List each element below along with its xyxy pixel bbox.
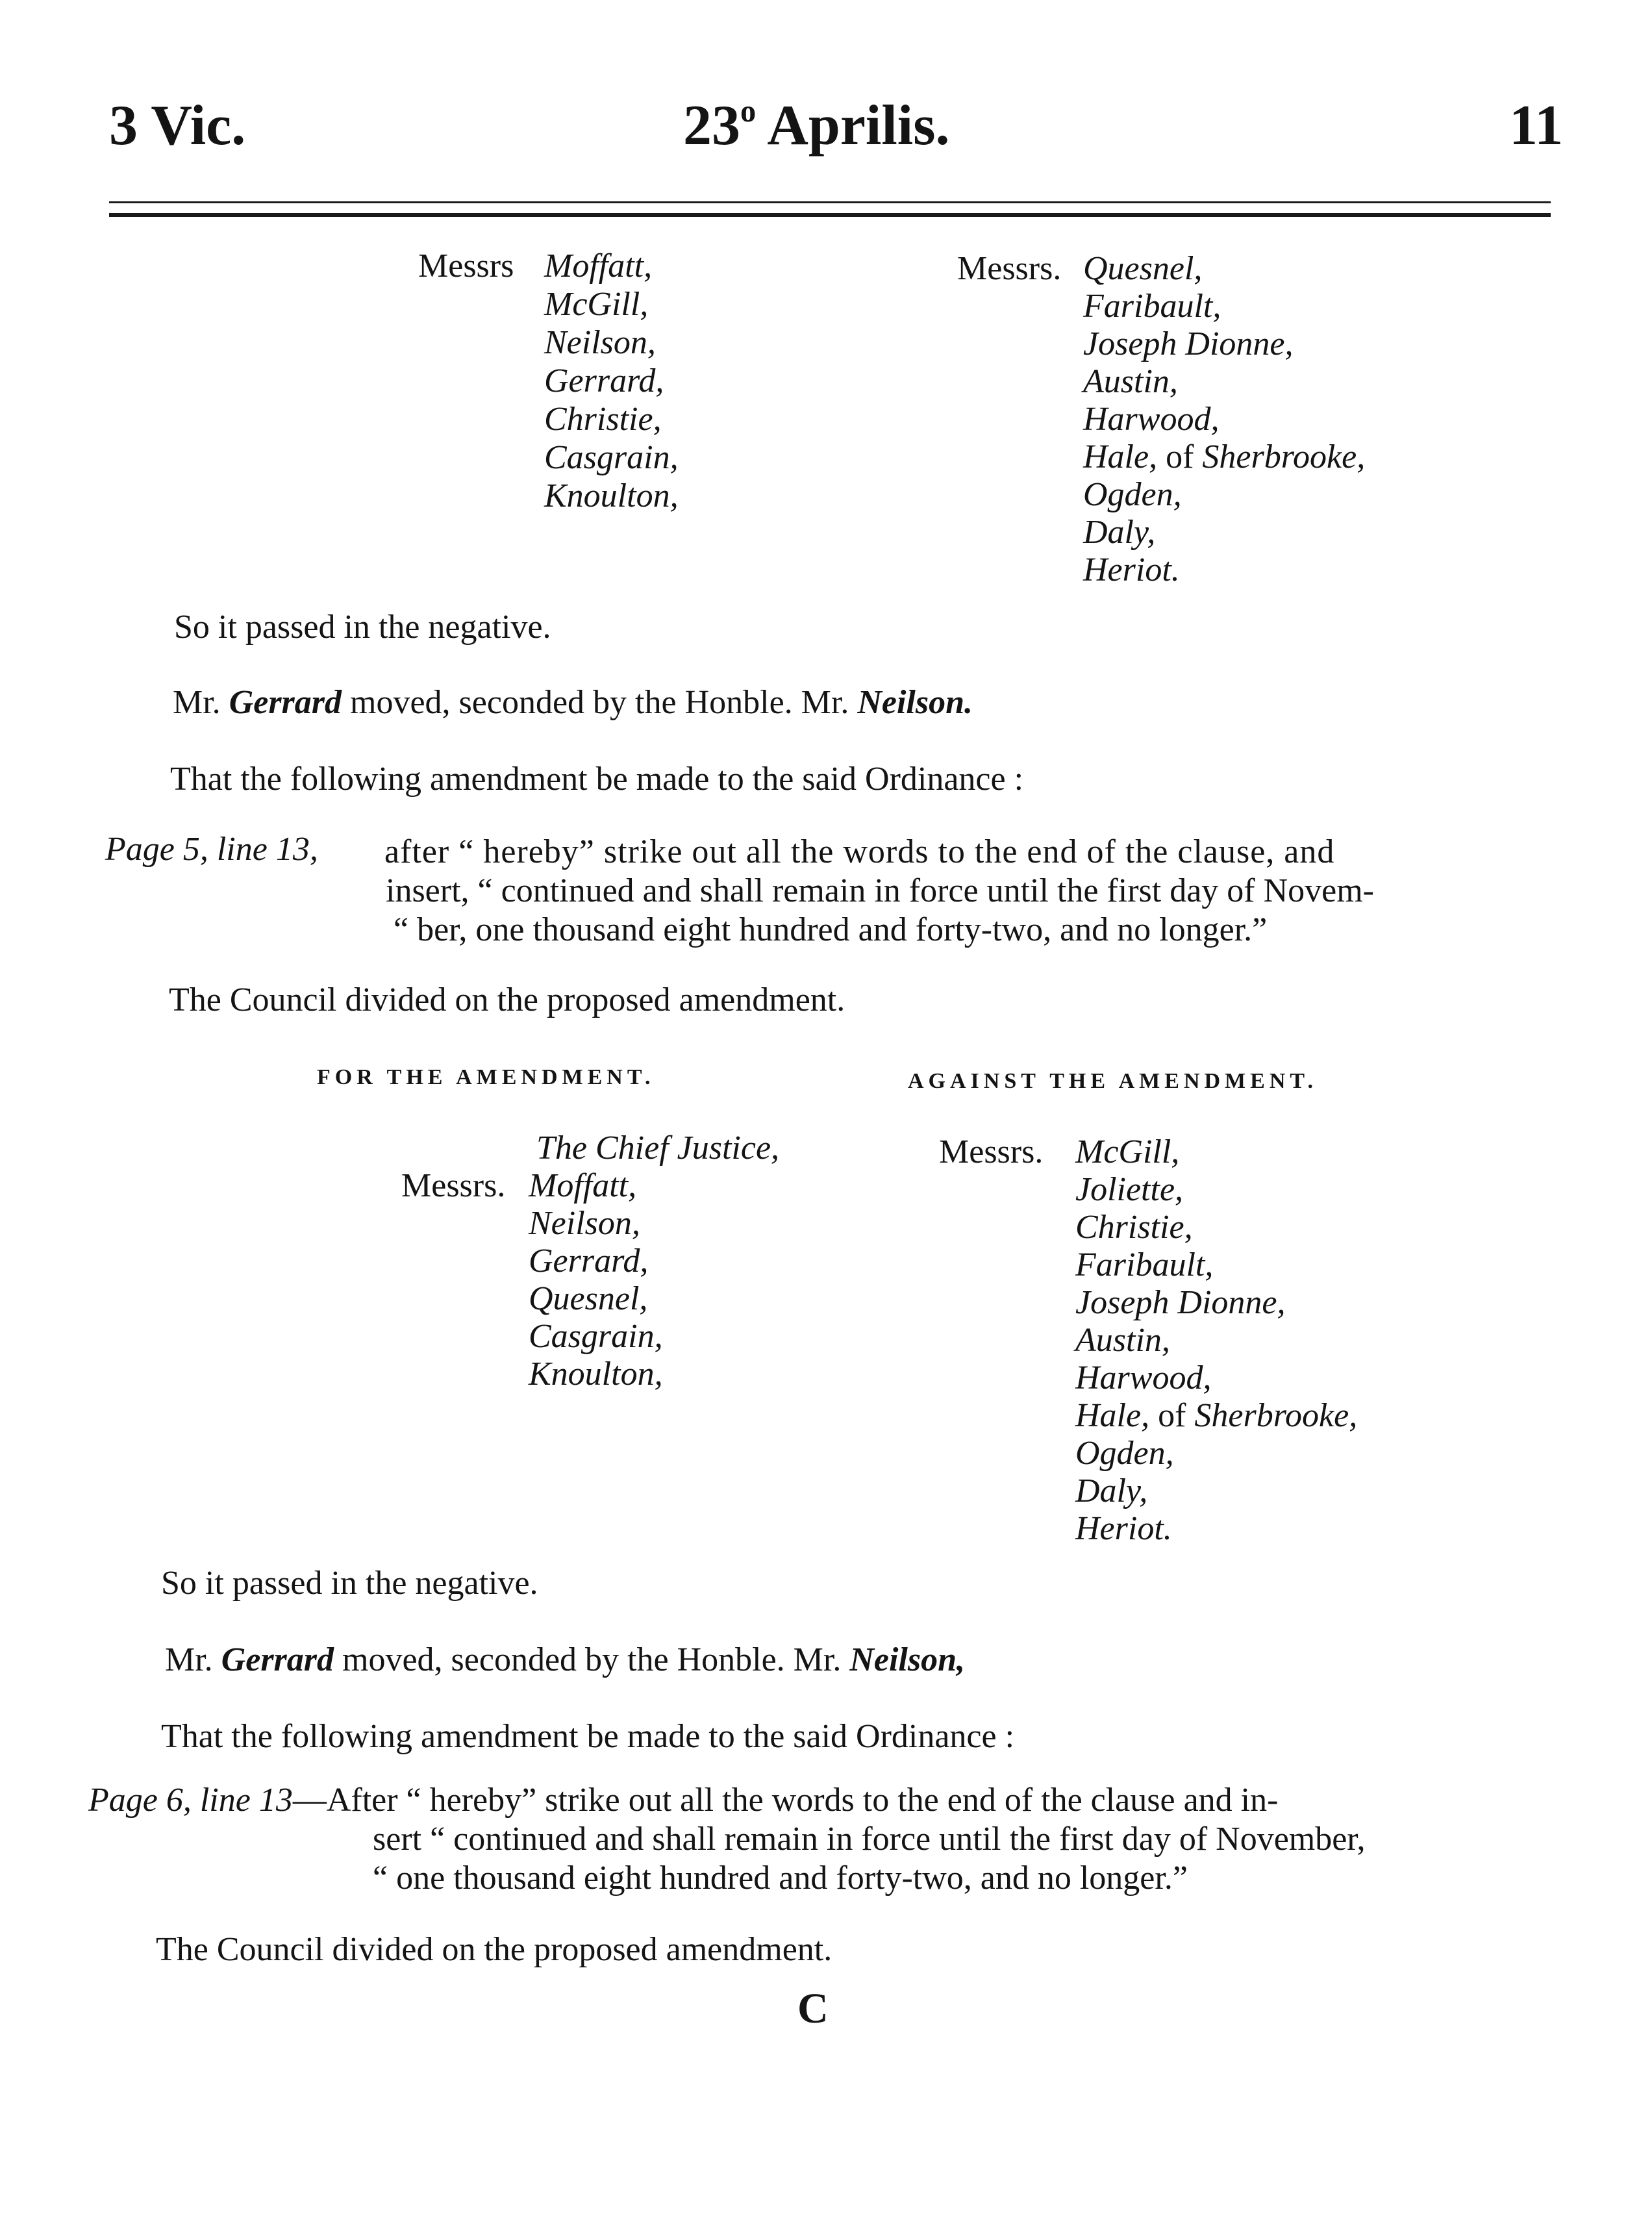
vote2-for-first: The Chief Justice, bbox=[536, 1129, 780, 1167]
member-name bbox=[1075, 1248, 1213, 1282]
amend1-intro: That the following amendment be made to the said Ordinance : bbox=[170, 761, 1024, 798]
member-name: Knoulton, bbox=[529, 1356, 663, 1393]
member-name: McGill, bbox=[544, 286, 649, 323]
amend2-intro: That the following amendment be made to the said Ordinance : bbox=[161, 1718, 1015, 1755]
header-rule-bottom bbox=[109, 213, 1551, 217]
member-name: Quesnel, bbox=[529, 1280, 648, 1317]
member-name: Casgrain, bbox=[529, 1318, 663, 1355]
member-name-connector: of bbox=[1149, 1397, 1195, 1434]
member-place: Sherbrooke, bbox=[1194, 1397, 1358, 1434]
member-name-text: Daly, bbox=[1083, 514, 1156, 551]
member-name-text: Ogden, bbox=[1075, 1435, 1174, 1472]
member-name bbox=[1075, 1399, 1357, 1433]
member-name bbox=[1075, 1211, 1193, 1244]
amend2-reference: Page 6, line 13—After “ hereby” strike out all the words to the end of the clause and in- bbox=[88, 1782, 1279, 1819]
member-name-text: Joseph Dionne, bbox=[1083, 325, 1294, 362]
member-name: Neilson, bbox=[544, 324, 656, 361]
vote1-result: So it passed in the negative. bbox=[174, 609, 551, 646]
page-number: 11 bbox=[1509, 94, 1564, 157]
member-name-text: Heriot. bbox=[1083, 551, 1180, 588]
member-name bbox=[1083, 365, 1178, 399]
motion1-line: Mr. Gerrard moved, seconded by the Honble. Mr. Neilson. bbox=[173, 684, 973, 721]
member-name-text: Austin, bbox=[1083, 363, 1178, 400]
member-name-text: Hale, bbox=[1083, 438, 1158, 475]
member-name bbox=[1075, 1135, 1179, 1169]
member-name bbox=[1075, 1361, 1211, 1395]
header-rule-top bbox=[109, 201, 1551, 203]
member-name-text: Daly, bbox=[1075, 1472, 1148, 1509]
member-name bbox=[1083, 478, 1182, 512]
member-name-text: Joseph Dionne, bbox=[1075, 1284, 1286, 1321]
member-name-text: Harwood, bbox=[1075, 1359, 1212, 1396]
member-name bbox=[1083, 516, 1155, 549]
vote2-result: So it passed in the negative. bbox=[161, 1565, 538, 1602]
member-name bbox=[1075, 1512, 1172, 1546]
vote1-left-prefix: Messrs bbox=[418, 247, 514, 284]
amend2-text-line3: “ one thousand eight hundred and forty-two, and no longer.” bbox=[373, 1860, 1188, 1897]
member-name bbox=[1083, 440, 1365, 474]
member-name bbox=[1075, 1173, 1183, 1207]
member-name: Gerrard, bbox=[529, 1243, 649, 1280]
amend1-text-line3: “ ber, one thousand eight hundred and forty-two, and no longer.” bbox=[394, 911, 1268, 948]
vote2-against-prefix: Messrs. bbox=[939, 1133, 1044, 1170]
vote1-right-prefix: Messrs. bbox=[957, 250, 1062, 287]
motion2-line: Mr. Gerrard moved, seconded by the Honble. Mr. Neilson, bbox=[165, 1641, 966, 1678]
member-name-text: Christie, bbox=[1075, 1209, 1193, 1246]
member-name bbox=[1083, 327, 1293, 361]
member-name: Casgrain, bbox=[544, 439, 679, 476]
member-name bbox=[1075, 1474, 1147, 1508]
member-place: Sherbrooke, bbox=[1202, 438, 1366, 475]
amend1-text-line2: insert, “ continued and shall remain in force until the first day of Novem- bbox=[386, 872, 1374, 909]
member-name-text: Faribault, bbox=[1075, 1246, 1214, 1283]
member-name-text: Quesnel, bbox=[1083, 250, 1203, 287]
member-name-text: Heriot. bbox=[1075, 1510, 1172, 1547]
signature-mark: C bbox=[797, 1985, 829, 2032]
member-name: Moffatt, bbox=[544, 247, 653, 284]
member-name: Knoulton, bbox=[544, 477, 679, 514]
member-name bbox=[1083, 403, 1219, 436]
member-name bbox=[1083, 252, 1202, 286]
member-name-text: Austin, bbox=[1075, 1322, 1170, 1359]
member-name-text: Joliette, bbox=[1075, 1171, 1184, 1208]
amend1-divided: The Council divided on the proposed amendment. bbox=[169, 981, 845, 1018]
member-name bbox=[1075, 1324, 1170, 1357]
member-name-text: Hale, bbox=[1075, 1397, 1150, 1434]
member-name-text: Faribault, bbox=[1083, 288, 1221, 325]
member-name: Moffatt, bbox=[529, 1167, 637, 1204]
amend2-divided: The Council divided on the proposed amendment. bbox=[156, 1931, 832, 1968]
member-name: Neilson, bbox=[529, 1205, 640, 1242]
vote2-against-heading: AGAINST THE AMENDMENT. bbox=[908, 1069, 1318, 1093]
running-head-regnal-year: 3 Vic. bbox=[109, 94, 246, 157]
amend2-text-line2: sert “ continued and shall remain in force until the first day of November, bbox=[373, 1821, 1366, 1858]
member-name-text: McGill, bbox=[1075, 1133, 1180, 1170]
vote2-for-prefix: Messrs. bbox=[401, 1167, 506, 1204]
member-name bbox=[1083, 290, 1221, 323]
member-name: Christie, bbox=[544, 401, 662, 438]
vote2-for-heading: FOR THE AMENDMENT. bbox=[317, 1065, 655, 1089]
member-name: Gerrard, bbox=[544, 362, 664, 399]
running-head-date: 23$^o$ Aprilis. bbox=[683, 94, 950, 157]
amend1-reference: Page 5, line 13, bbox=[105, 831, 318, 868]
member-name-connector: of bbox=[1157, 438, 1203, 475]
member-name-text: Harwood, bbox=[1083, 401, 1220, 438]
member-name-text: Ogden, bbox=[1083, 476, 1182, 513]
member-name bbox=[1083, 553, 1180, 587]
member-name bbox=[1075, 1286, 1285, 1320]
amend1-text-line1: after “ hereby” strike out all the words to the end of the clause, and bbox=[384, 833, 1335, 870]
member-name bbox=[1075, 1437, 1174, 1470]
